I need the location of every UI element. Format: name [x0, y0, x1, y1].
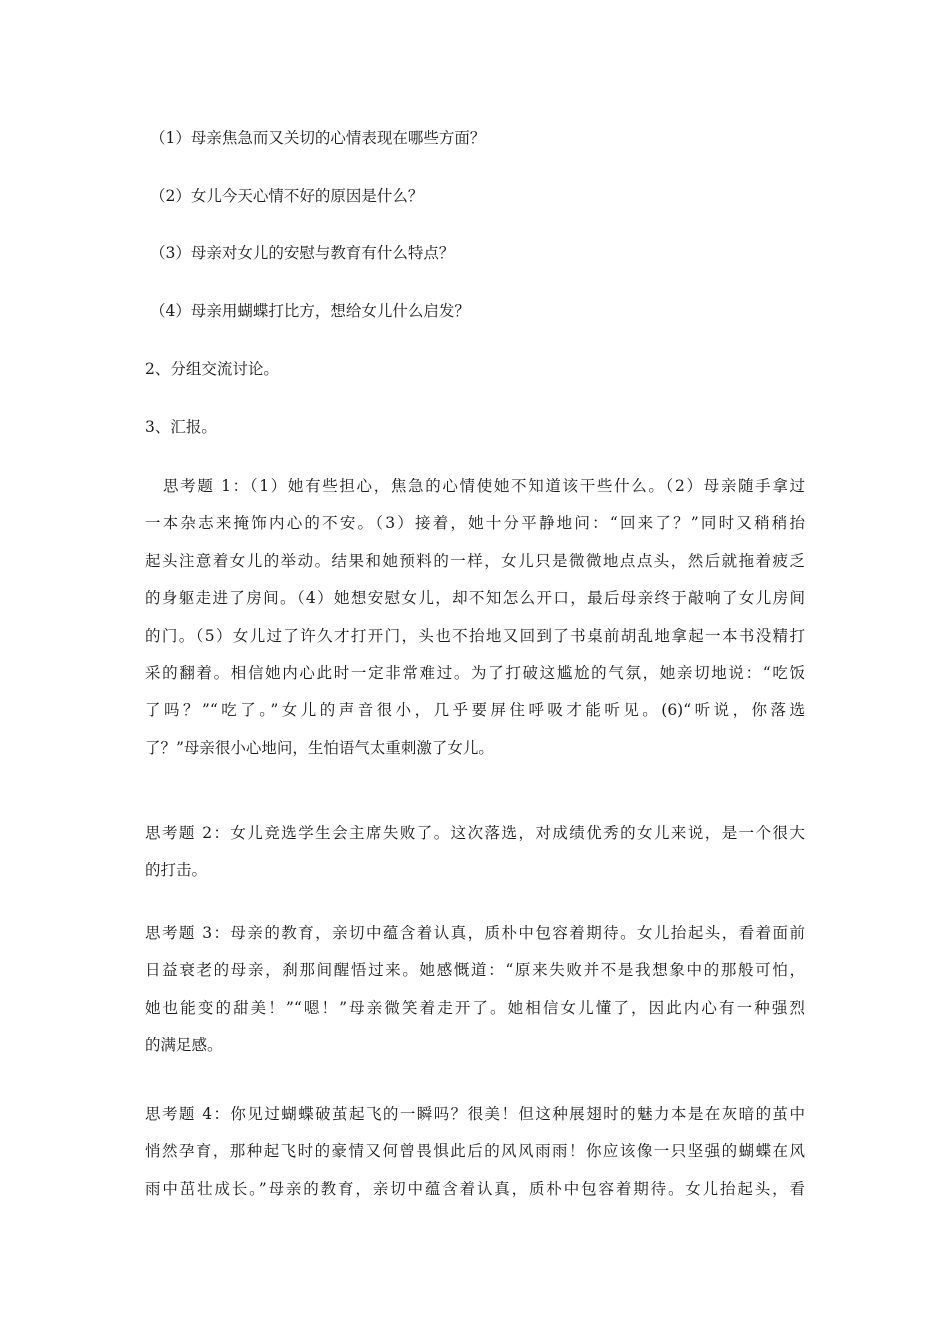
answer-3-line: 她也能变的甜美！”“嗯！”母亲微笑着走开了。她相信女儿懂了，因此内心有一种强烈: [145, 998, 805, 1017]
question-3: （3）母亲对女儿的安慰与教育有什么特点？: [150, 244, 455, 262]
answer-3-paragraph: [145, 915, 805, 1065]
answer-2-line: 思考题 2：女儿竞选学生会主席失败了。这次落选，对成绩优秀的女儿来说，是一个很大: [145, 824, 805, 842]
step-report: 3、汇报。: [145, 418, 217, 436]
answer-3-line: 思考题 3：母亲的教育，亲切中蕴含着认真，质朴中包容着期待。女儿抬起头，看着面前: [145, 924, 805, 942]
answer-1-line: 了吗？”“吃了。”女儿的声音很小，几乎要屏住呼吸才能听见。(6)“听说，你落选: [145, 701, 805, 720]
answer-1-paragraph: [145, 468, 805, 767]
answer-4-line: 悄然孕育，那种起飞时的豪情又何曾畏惧此后的风风雨雨！你应该像一只坚强的蝴蝶在风: [145, 1142, 805, 1161]
answer-1-line: 思考题 1：（1）她有些担心，焦急的心情使她不知道该干些什么。（2）母亲随手拿过: [163, 477, 805, 495]
step-group-discussion: 2、分组交流讨论。: [145, 360, 279, 378]
answer-3-line: 的满足感。: [145, 1036, 223, 1055]
answer-1-line: 的门。（5）女儿过了许久才打开门，头也不抬地又回到了书桌前胡乱地拿起一本书没精打: [145, 626, 805, 645]
answer-1-line: 的身躯走进了房间。（4）她想安慰女儿，却不知怎么开口，最后母亲终于敲响了女儿房间: [145, 589, 805, 608]
answer-3-line: 日益衰老的母亲，刹那间醒悟过来。她感慨道：“原来失败并不是我想象中的那般可怕，: [145, 961, 805, 980]
answer-4-paragraph: [145, 1096, 805, 1208]
answer-2-paragraph: [145, 815, 805, 890]
answer-1-line: 起头注意着女儿的举动。结果和她预料的一样，女儿只是微微地点点头，然后就拖着疲乏: [145, 551, 805, 570]
question-4: （4）母亲用蝴蝶打比方，想给女儿什么启发？: [150, 302, 470, 320]
answer-4-line: 雨中茁壮成长。”母亲的教育，亲切中蕴含着认真，质朴中包容着期待。女儿抬起头，看: [145, 1179, 805, 1198]
answer-4-line: 思考题 4：你见过蝴蝶破茧起飞的一瞬吗？很美！但这种展翅时的魅力本是在灰暗的茧中: [145, 1105, 805, 1123]
answer-1-line: 了？”母亲很小心地问，生怕语气太重刺激了女儿。: [145, 738, 494, 757]
answer-2-line: 的打击。: [145, 861, 208, 880]
question-1: （1）母亲焦急而又关切的心情表现在哪些方面？: [150, 129, 486, 147]
answer-1-line: 采的翻着。相信她内心此时一定非常难过。为了打破这尴尬的气氛，她亲切地说：“吃饭: [145, 664, 805, 683]
question-2: （2）女儿今天心情不好的原因是什么？: [150, 187, 424, 205]
answer-1-line: 一本杂志来掩饰内心的不安。（3）接着，她十分平静地问：“回来了？”同时又稍稍抬: [145, 514, 805, 533]
